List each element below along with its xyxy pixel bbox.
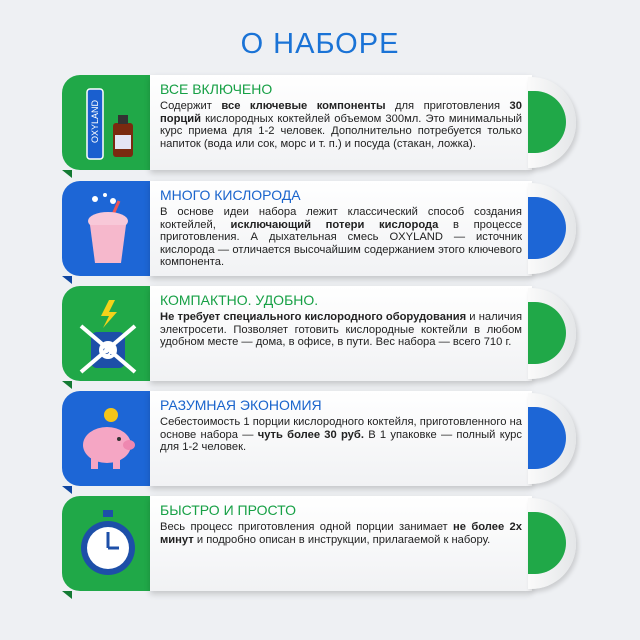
tab-circle-icon [528, 91, 566, 153]
can-label: OXYLAND [90, 99, 100, 143]
card-title: КОМПАКТНО. УДОБНО. [160, 292, 319, 308]
card-title: БЫСТРО И ПРОСТО [160, 502, 296, 518]
feature-card [62, 496, 576, 591]
card-tab [528, 498, 576, 589]
card-title: РАЗУМНАЯ ЭКОНОМИЯ [160, 397, 322, 413]
card-tab [528, 393, 576, 484]
card-body [150, 496, 532, 591]
body-text: кислородных коктейлей объемом 300мл. Это минимальный курс приема для 1-2 человек. Дополнительно потребуется только напиток (вода или сок, морс и т. п.) и посуда (стакан, ложка). [160, 112, 522, 150]
feature-card [62, 391, 576, 486]
card-title: МНОГО КИСЛОРОДА [160, 187, 301, 203]
oxygen-can-icon [62, 75, 154, 170]
card-body [150, 286, 532, 381]
card-description [160, 521, 522, 546]
card-body [150, 181, 532, 276]
tab-circle-icon [528, 302, 566, 364]
highlight-text: Не требует специального кислородного оборудования [160, 311, 467, 323]
card-tab [528, 288, 576, 379]
cocktail-glass-icon [62, 181, 154, 276]
card-description [160, 311, 522, 349]
body-text: В 1 упаковке — полный курс для 1-2 человек. [160, 428, 522, 454]
piggy-bank-icon [62, 391, 154, 486]
body-text: Весь процесс приготовления одной порции занимает [160, 521, 454, 533]
feature-card [62, 181, 576, 276]
body-text: Себестоимость 1 порции кислородного коктейля, приготовленного на основе набора — [160, 416, 522, 441]
highlight-text: не более 2х минут [160, 521, 522, 546]
body-text: В основе идеи набора лежит классический способ создания коктейлей, [160, 206, 522, 231]
body-text: в процессе приготовления. А дыхательная смесь OXYLAND — источник кислорода — отличается высочайшим содержанием этого ключевого компонента. [160, 218, 522, 269]
tab-circle-icon [528, 512, 566, 574]
page-title: О НАБОРЕ [240, 28, 400, 60]
body-text: для приготовления [385, 100, 510, 112]
card-description [160, 100, 522, 150]
no-oxygen-equipment-icon [62, 286, 154, 381]
tab-circle-icon [528, 197, 566, 259]
card-tab [528, 183, 576, 274]
card-body [150, 75, 532, 170]
highlight-text: все ключевые компоненты [221, 100, 386, 112]
body-text: и подробно описан в инструкции, прилагаемой к набору. [193, 533, 491, 546]
feature-card [62, 75, 576, 170]
body-text: и наличия электросети. Позволяет готовить кислородные коктейли в любом удобном месте — дома, в офисе, в пути. Вес набора — всего 710 г. [160, 311, 523, 349]
card-tab [528, 77, 576, 168]
card-body [150, 391, 532, 486]
highlight-text: 30 порций [160, 100, 522, 125]
card-title: ВСЕ ВКЛЮЧЕНО [160, 81, 273, 97]
highlight-text: исключающий потери кислорода [230, 218, 439, 231]
card-description [160, 206, 522, 269]
highlight-text: чуть более 30 руб. [257, 428, 364, 441]
card-description [160, 416, 522, 454]
body-text: Содержит [160, 100, 222, 112]
stopwatch-icon [62, 496, 154, 591]
feature-card [62, 286, 576, 381]
tab-circle-icon [528, 407, 566, 469]
